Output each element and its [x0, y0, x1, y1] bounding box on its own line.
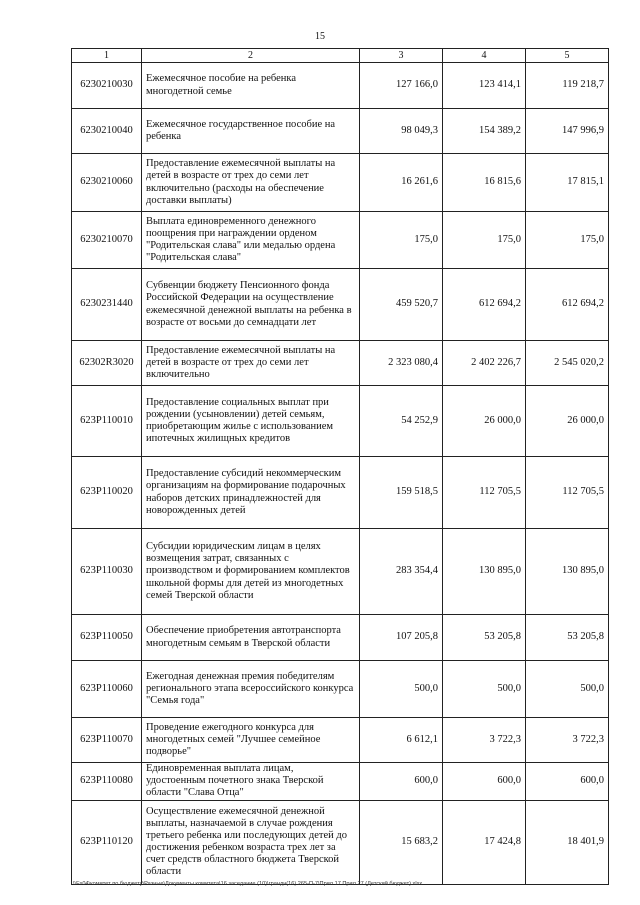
row-code: 623P110050 [72, 615, 142, 661]
row-value-col3: 2 323 080,4 [360, 341, 443, 386]
row-code: 6230231440 [72, 269, 142, 341]
row-value-col5: 175,0 [526, 212, 609, 269]
table-row [72, 212, 609, 269]
row-name: Обеспечение приобретения автотранспорта многодетным семьям в Тверской области [142, 615, 360, 661]
row-code: 623P110020 [72, 457, 142, 529]
row-value-col5: 147 996,9 [526, 109, 609, 154]
row-code: 623P110080 [72, 763, 142, 801]
row-value-col4: 600,0 [443, 763, 526, 801]
row-value-col3: 175,0 [360, 212, 443, 269]
row-code: 623P110010 [72, 386, 142, 457]
column-header-3: 3 [360, 49, 443, 63]
row-name: Субвенции бюджету Пенсионного фонда Российской Федерации на осуществление ежемесячной денежной выплаты на ребенка в возрасте от восьми до семнадцати лет [142, 269, 360, 341]
row-name: Ежемесячное пособие на ребенка многодетной семье [142, 63, 360, 109]
row-value-col3: 6 612,1 [360, 718, 443, 763]
row-value-col5: 500,0 [526, 661, 609, 718]
table-row [72, 718, 609, 763]
row-value-col4: 500,0 [443, 661, 526, 718]
row-value-col4: 17 424,8 [443, 800, 526, 884]
row-value-col5: 112 705,5 [526, 457, 609, 529]
row-value-col4: 2 402 226,7 [443, 341, 526, 386]
row-value-col4: 612 694,2 [443, 269, 526, 341]
table-row [72, 109, 609, 154]
row-value-col5: 3 722,3 [526, 718, 609, 763]
row-name: Ежемесячное государственное пособие на ребенка [142, 109, 360, 154]
table-row [72, 386, 609, 457]
table-row [72, 763, 609, 801]
row-value-col5: 26 000,0 [526, 386, 609, 457]
row-name: Ежегодная денежная премия победителям регионального этапа всероссийского конкурса "Семья года" [142, 661, 360, 718]
row-code: 6230210030 [72, 63, 142, 109]
row-code: 62302R3020 [72, 341, 142, 386]
row-value-col3: 16 261,6 [360, 154, 443, 212]
row-value-col4: 154 389,2 [443, 109, 526, 154]
row-value-col3: 107 205,8 [360, 615, 443, 661]
table-row [72, 661, 609, 718]
row-value-col4: 112 705,5 [443, 457, 526, 529]
row-code: 623P110070 [72, 718, 142, 763]
row-value-col3: 600,0 [360, 763, 443, 801]
row-value-col3: 54 252,9 [360, 386, 443, 457]
row-value-col3: 459 520,7 [360, 269, 443, 341]
page-number: 15 [315, 31, 325, 42]
row-value-col3: 159 518,5 [360, 457, 443, 529]
row-value-col5: 2 545 020,2 [526, 341, 609, 386]
file-path-footer: \\Fs04\комитет по бюджету\Разные\Документы комитета\16 заседание (10)\грандн(16) 265-П-7\Прил 17 Прил 27 (Детский бюджет).xlsx [73, 881, 423, 887]
row-value-col3: 500,0 [360, 661, 443, 718]
table-row [72, 529, 609, 615]
table-row [72, 341, 609, 386]
row-value-col4: 175,0 [443, 212, 526, 269]
row-code: 6230210070 [72, 212, 142, 269]
row-code: 623P110060 [72, 661, 142, 718]
row-value-col4: 26 000,0 [443, 386, 526, 457]
row-name: Субсидии юридическим лицам в целях возмещения затрат, связанных с производством и формированием комплектов школьной формы для детей из многодетных семей Тверской области [142, 529, 360, 615]
row-code: 6230210040 [72, 109, 142, 154]
row-code: 6230210060 [72, 154, 142, 212]
row-name: Проведение ежегодного конкурса для многодетных семей "Лучшее семейное подворье" [142, 718, 360, 763]
row-value-col4: 16 815,6 [443, 154, 526, 212]
row-name: Единовременная выплата лицам, удостоенным почетного знака Тверской области "Слава Отца" [142, 763, 360, 801]
row-value-col5: 612 694,2 [526, 269, 609, 341]
column-header-1: 1 [72, 49, 142, 63]
column-header-4: 4 [443, 49, 526, 63]
row-name: Осуществление ежемесячной денежной выплаты, назначаемой в случае рождения третьего ребенка или последующих детей до достижения ребенком возраста трех лет за счет средств областного бюджета Тверской области [142, 800, 360, 884]
row-value-col3: 283 354,4 [360, 529, 443, 615]
column-header-2: 2 [142, 49, 360, 63]
row-code: 623P110120 [72, 800, 142, 884]
row-name: Выплата единовременного денежного поощрения при награждении орденом "Родительская слава" или медалью ордена "Родительская слава" [142, 212, 360, 269]
row-value-col4: 130 895,0 [443, 529, 526, 615]
budget-table [71, 48, 609, 885]
table-row [72, 800, 609, 884]
row-value-col3: 98 049,3 [360, 109, 443, 154]
row-value-col5: 17 815,1 [526, 154, 609, 212]
row-value-col4: 3 722,3 [443, 718, 526, 763]
table-row [72, 63, 609, 109]
row-value-col5: 130 895,0 [526, 529, 609, 615]
table-row [72, 615, 609, 661]
row-name: Предоставление ежемесячной выплаты на детей в возрасте от трех до семи лет включительно [142, 341, 360, 386]
row-value-col3: 15 683,2 [360, 800, 443, 884]
row-value-col5: 53 205,8 [526, 615, 609, 661]
row-value-col4: 123 414,1 [443, 63, 526, 109]
row-value-col5: 18 401,9 [526, 800, 609, 884]
table-row [72, 154, 609, 212]
table-header-row [72, 49, 609, 63]
row-value-col3: 127 166,0 [360, 63, 443, 109]
table-row [72, 269, 609, 341]
column-header-5: 5 [526, 49, 609, 63]
row-value-col4: 53 205,8 [443, 615, 526, 661]
row-value-col5: 600,0 [526, 763, 609, 801]
row-name: Предоставление социальных выплат при рождении (усыновлении) детей семьям, приобретающим жилье с использованием ипотечных жилищных кредитов [142, 386, 360, 457]
row-name: Предоставление субсидий некоммерческим организациям на формирование подарочных наборов детских принадлежностей для новорожденных детей [142, 457, 360, 529]
row-code: 623P110030 [72, 529, 142, 615]
row-value-col5: 119 218,7 [526, 63, 609, 109]
row-name: Предоставление ежемесячной выплаты на детей в возрасте от трех до семи лет включительно (расходы на обеспечение доставки выплаты) [142, 154, 360, 212]
table-row [72, 457, 609, 529]
